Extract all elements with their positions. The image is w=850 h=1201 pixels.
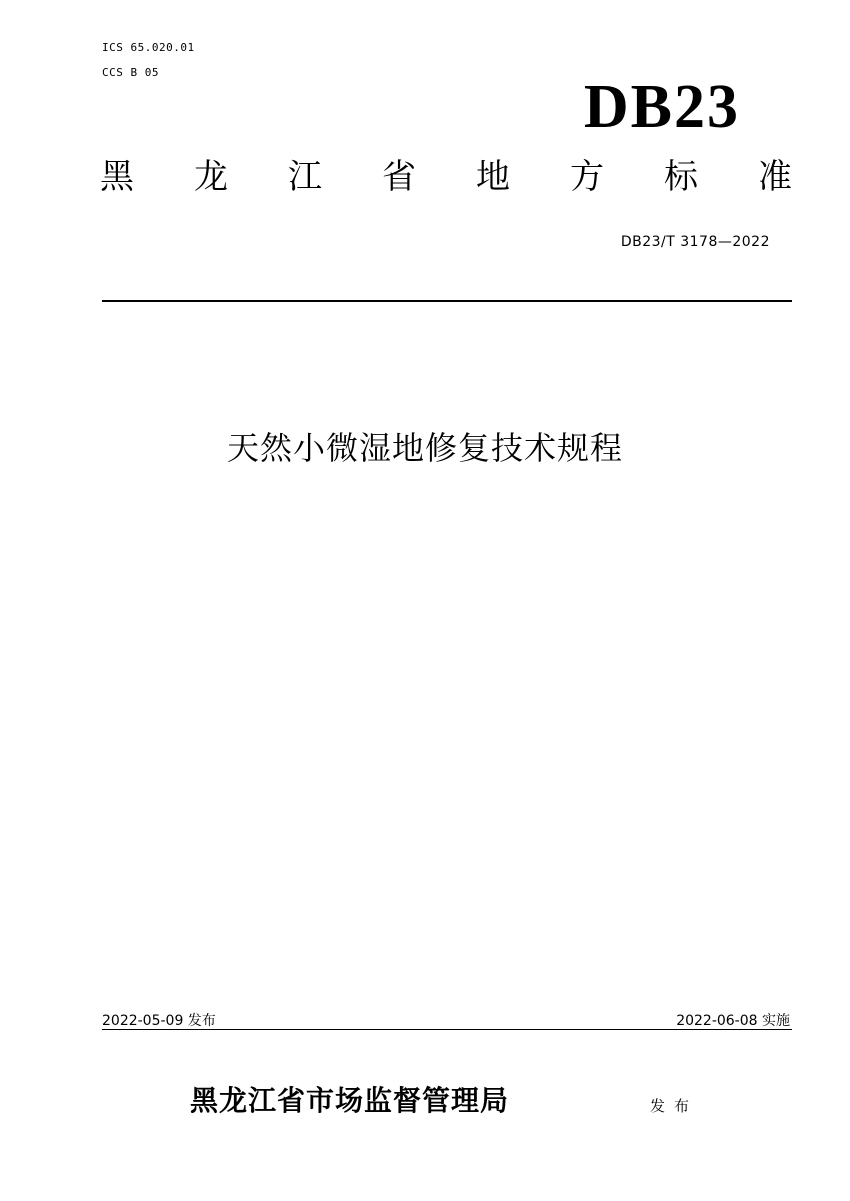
standard-type-char: 标 (664, 157, 698, 197)
publisher-name: 黑龙江省市场监督管理局 (190, 1084, 510, 1117)
standard-type-char: 省 (382, 157, 416, 197)
standard-type-char: 方 (570, 157, 604, 197)
standard-type-char: 准 (758, 157, 792, 197)
standard-type-char: 黑 (100, 157, 134, 197)
standard-type-char: 江 (288, 157, 322, 197)
bottom-divider (102, 1029, 792, 1030)
publish-label: 发布 (650, 1097, 699, 1115)
top-divider (102, 300, 792, 302)
ics-code: ICS 65.020.01 (102, 41, 195, 54)
standard-type-char: 地 (476, 157, 510, 197)
issue-date: 2022-05-09 发布 (102, 1013, 216, 1029)
db-logo: DB23 (583, 73, 740, 141)
implementation-date: 2022-06-08 实施 (676, 1013, 790, 1029)
document-title: 天然小微湿地修复技术规程 (226, 429, 623, 467)
ccs-code: CCS B 05 (102, 66, 159, 79)
standard-number: DB23/T 3178—2022 (620, 234, 770, 250)
standard-type-char: 龙 (194, 157, 228, 197)
standard-type-heading (100, 157, 792, 197)
